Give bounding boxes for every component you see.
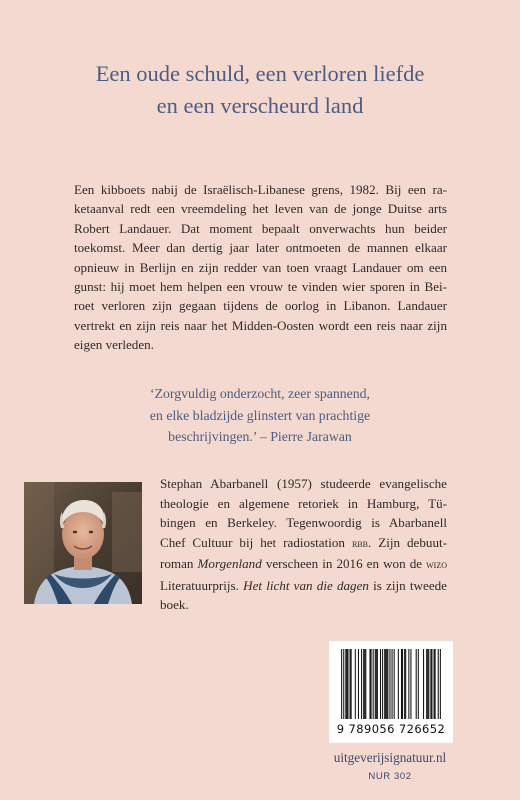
tagline (0, 58, 520, 122)
barcode-bar (380, 649, 381, 719)
bio-text: is zijn tweede (368, 577, 447, 593)
blurb-line: opnieuw in Berlijn en zijn redder van toen vraagt Landauer om een (74, 259, 447, 275)
bio-text: . Zijn debuut- (367, 534, 448, 550)
barcode-bar (435, 649, 436, 719)
barcode-bar (377, 649, 378, 719)
barcode-bar (363, 649, 364, 719)
barcode-bar (371, 649, 372, 719)
nur-code: NUR 302 (368, 771, 412, 782)
barcode-bar (386, 649, 387, 719)
tagline-line-1: Een oude schuld, een verloren liefde (95, 61, 425, 86)
barcode-bar (405, 649, 406, 719)
barcode-bar (434, 649, 435, 719)
blurb-paragraph (74, 180, 447, 355)
barcode-bar (384, 649, 385, 719)
blurb-line: ketaanval redt een vreemdeling het leven van de jonge Duitse arts (74, 201, 447, 217)
bio-line: bingen en Berkeley. Tegenwoordig is Abarbanell (160, 515, 447, 530)
barcode-bar (350, 649, 351, 719)
bio-line (160, 576, 447, 596)
barcode-bar (355, 649, 356, 719)
barcode-bar (440, 649, 441, 719)
barcode-bar (358, 649, 359, 719)
barcode-bar (416, 649, 417, 719)
barcode-bar (375, 649, 376, 719)
barcode-bar (385, 649, 386, 719)
isbn-barcode (329, 641, 453, 743)
barcode-bar (394, 649, 395, 719)
bio-line: theologie en algemene retoriek in Hamburg, Tü- (160, 495, 447, 511)
isbn-number: 9 789056 726652 (336, 722, 446, 736)
blurb-line: vertrekt en zijn reis naar het Midden-Oosten wordt een reis naar zijn (74, 317, 447, 333)
quote-line-2: en elke bladzijde glinstert van prachtige (149, 407, 371, 423)
barcode-bar (347, 649, 348, 719)
barcode-bar (398, 649, 399, 719)
barcode-bar (351, 649, 352, 719)
barcode-bar (376, 649, 377, 719)
tagline-line-2: en een verscheurd land (156, 93, 364, 118)
barcode-bar (423, 649, 424, 719)
barcode-bar (382, 649, 383, 719)
bio-text: Literatuurprijs. (160, 577, 244, 593)
blurb-line: eigen verleden. (74, 337, 154, 353)
author-bio (160, 474, 447, 615)
barcode-bar (428, 649, 429, 719)
barcode-bar (404, 649, 405, 719)
blurb-line: Een kibboets nabij de Israëlisch-Libanese grens, 1982. Bij een ra- (74, 182, 447, 197)
blurb-line: gunst: hij moet hem helpen een vrouw te vinden wier sporen in Bei- (74, 279, 447, 295)
barcode-bar (341, 649, 342, 719)
barcode-bar (408, 649, 409, 719)
bio-line (160, 554, 447, 576)
review-quote (0, 383, 520, 448)
barcode-bars (329, 641, 453, 723)
bio-text: Chef Cultuur bij het radiostation (160, 534, 352, 550)
barcode-bar (401, 649, 402, 719)
bio-line: Stephan Abarbanell (1957) studeerde evangelische (160, 476, 447, 491)
bio-text: verscheen in 2016 en won de (261, 556, 427, 571)
blurb-line: Robert Landauer. Dat moment bepaalt onverwachts hun beider (74, 220, 447, 236)
barcode-bar (345, 649, 346, 719)
barcode-bar (361, 649, 362, 719)
barcode-bar (369, 649, 370, 719)
radio-station-name: rbb (351, 537, 368, 550)
novel-title: Morgenland (197, 556, 262, 571)
author-photo (24, 482, 142, 604)
barcode-bar (410, 649, 411, 719)
blurb-line: roet verloren zijn gegaan tijdens de oorlog in Libanon. Landauer (74, 298, 447, 314)
barcode-bar (389, 649, 390, 719)
barcode-bar (430, 649, 431, 719)
barcode-bar (346, 649, 347, 719)
barcode-bar (365, 649, 366, 719)
quote-line-3: beschrijvingen.’ – Pierre Jarawan (168, 429, 352, 444)
book-title: Het licht van die dagen (243, 577, 369, 593)
barcode-bar (418, 649, 419, 719)
quote-line-1: ‘Zorgvuldig onderzocht, zeer spannend, (149, 386, 371, 401)
prize-name: wizo (426, 559, 447, 571)
barcode-bar (431, 649, 432, 719)
bio-line (160, 533, 447, 555)
barcode-bar (392, 649, 393, 719)
publisher-website[interactable]: uitgeverijsignatuur.nl (333, 750, 447, 765)
barcode-bar (387, 649, 388, 719)
barcode-bar (343, 649, 344, 719)
barcode-bar (402, 649, 403, 719)
barcode-bar (373, 649, 374, 719)
barcode-bar (364, 649, 365, 719)
barcode-bar (438, 649, 439, 719)
blurb-line: toekomst. Meer dan dertig jaar later ontmoeten de mannen elkaar (74, 240, 447, 256)
barcode-bar (426, 649, 427, 719)
bio-line: boek. (160, 597, 189, 612)
barcode-bar (427, 649, 428, 719)
bio-text: roman (160, 556, 198, 571)
